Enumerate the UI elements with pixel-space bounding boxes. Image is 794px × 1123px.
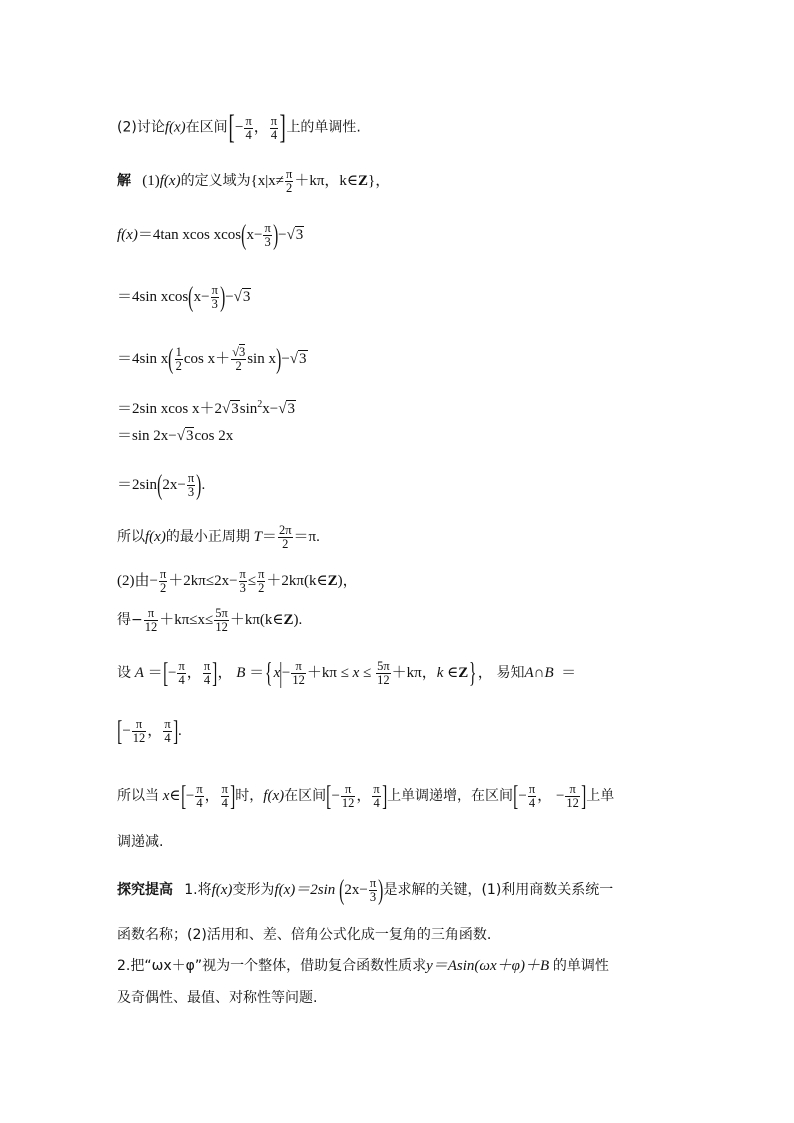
equation-line-3: ＝4sin x( $\frac{1}{2}$ cos x＋ $\frac{√3}{2}$ sin x)−√3 bbox=[117, 343, 307, 375]
solution-domain: 解 (1)f(x)的定义域为{x|x≠ $\frac{\pi}{2}$ ＋kπ，k∈Z}， bbox=[117, 167, 391, 195]
equation-line-2: ＝4sin xcos(x− $\frac{\pi}{3}$ )−√3 bbox=[117, 281, 251, 313]
equation-line-4: ＝2sin xcos $x+2√3\sin^2x-√3$ bbox=[117, 399, 295, 417]
equation-line-6: ＝2sin(2x− $\frac{\pi}{3}$ ). bbox=[117, 469, 206, 501]
step2-line: (2)由− $\frac{\pi}{2}$ ＋2kπ≤2x− $\frac{\pi}{3}$ ≤ $\frac{\pi}{2}$ ＋2kπ(k∈Z)， bbox=[117, 567, 358, 595]
explore-line-3: 2.把“ωx＋φ”视为一个整体，借助复合函数性质求y＝Asin(ωx＋φ)＋B 的单调性 bbox=[117, 958, 609, 974]
explore-heading: 探究提高 bbox=[117, 881, 173, 898]
question-2: (2)讨论f(x)在区间[− $\frac{\pi}{4}$ ， $\frac{\pi}{4}$ ]上的单调性. bbox=[117, 109, 361, 146]
equation-line-1: f(x)＝4tan xcos xcos(x− $\frac{\pi}{3}$ )−√3 bbox=[117, 219, 304, 251]
explore-line-4: 及奇偶性、最值、对称性等问题. bbox=[117, 990, 318, 1006]
solution-label: 解 bbox=[117, 172, 131, 189]
sets-line: 设 A ＝[− $\frac{\pi}{4}$ ， $\frac{\pi}{4}$ ]， B ＝{x|− $\frac{\pi}{12}$ ＋kπ ≤ x ≤ $\frac{5\pi}{12}$ ＋kπ，k ∈Z}， 易知A∩B ＝ bbox=[117, 657, 577, 689]
explore-line-2: 函数名称；(2)活用和、差、倍角公式化成一复角的三角函数. bbox=[117, 927, 492, 943]
period-line: 所以f(x)的最小正周期 T＝ $\frac{2\pi}{2}$ ＝π. bbox=[117, 523, 320, 551]
step3-line: 得− $\frac{\pi}{12}$ ＋kπ≤x≤ $\frac{5\pi}{12}$ ＋kπ(k∈Z). bbox=[117, 606, 303, 634]
fraction: $\frac{\pi}{4}$ bbox=[245, 113, 252, 142]
equation-line-5: ＝sin 2x−√3cos 2x bbox=[117, 428, 234, 444]
conclusion-line: 所以当 x∈[− $\frac{\pi}{4}$ ， $\frac{\pi}{4}$ ]时，f(x)在区间[− $\frac{\pi}{12}$ ， $\frac{\pi}{4}$ ]上单调递增，在区间[− $\frac{\pi}{4}$ ， − $\frac{\pi}{12}$ ]上单 bbox=[117, 780, 615, 812]
conclusion-line-2: 调递减. bbox=[117, 834, 164, 850]
explore-line-1: 探究提高 1.将f(x)变形为f(x)＝2sin (2x− $\frac{\pi}{3}$ )是求解的关键，(1)利用商数关系统一 bbox=[117, 874, 614, 906]
fraction: $\frac{\pi}{4}$ bbox=[270, 113, 278, 142]
intersection-result: [− $\frac{\pi}{12}$ ， $\frac{\pi}{4}$ ]. bbox=[117, 715, 182, 747]
